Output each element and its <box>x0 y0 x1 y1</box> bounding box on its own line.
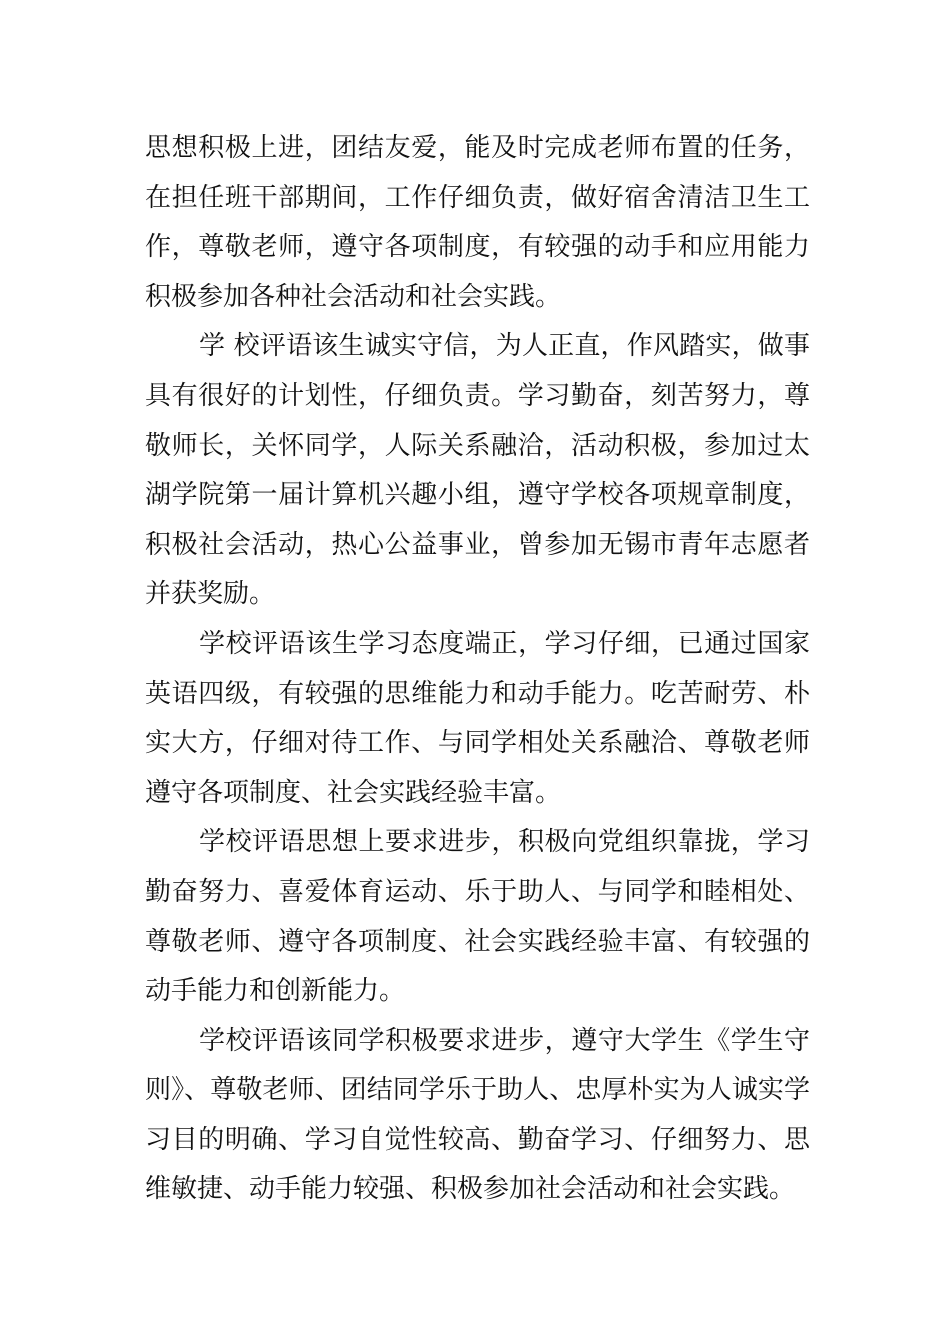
paragraph-4: 学校评语思想上要求进步，积极向党组织靠拢，学习勤奋努力、喜爱体育运动、乐于助人、与同学和睦相处、尊敬老师、遵守各项制度、社会实践经验丰富、有较强的动手能力和创新能力。 <box>145 827 810 1007</box>
document-body <box>145 124 810 1215</box>
paragraph-5: 学校评语该同学积极要求进步，遵守大学生《学生守则》、尊敬老师、团结同学乐于助人、忠厚朴实为人诚实学习目的明确、学习自觉性较高、勤奋学习、仔细努力、思维敏捷、动手能力较强、积极参加社会活动和社会实践。 <box>145 1025 810 1205</box>
paragraph-2: 学 校评语该生诚实守信，为人正直，作风踏实，做事具有很好的计划性，仔细负责。学习勤奋，刻苦努力，尊敬师长，关怀同学，人际关系融洽，活动积极，参加过太湖学院第一届计算机兴趣小组，遵守学校各项规章制度，积极社会活动，热心公益事业，曾参加无锡市青年志愿者并获奖励。 <box>145 331 810 610</box>
paragraph-1: 思想积极上进，团结友爱，能及时完成老师布置的任务，在担任班干部期间，工作仔细负责，做好宿舍清洁卫生工作，尊敬老师，遵守各项制度，有较强的动手和应用能力积极参加各种社会活动和社会实践。 <box>145 133 810 312</box>
paragraph-3: 学校评语该生学习态度端正，学习仔细，已通过国家英语四级，有较强的思维能力和动手能力。吃苦耐劳、朴实大方，仔细对待工作、与同学相处关系融洽、尊敬老师遵守各项制度、社会实践经验丰富。 <box>145 628 810 808</box>
